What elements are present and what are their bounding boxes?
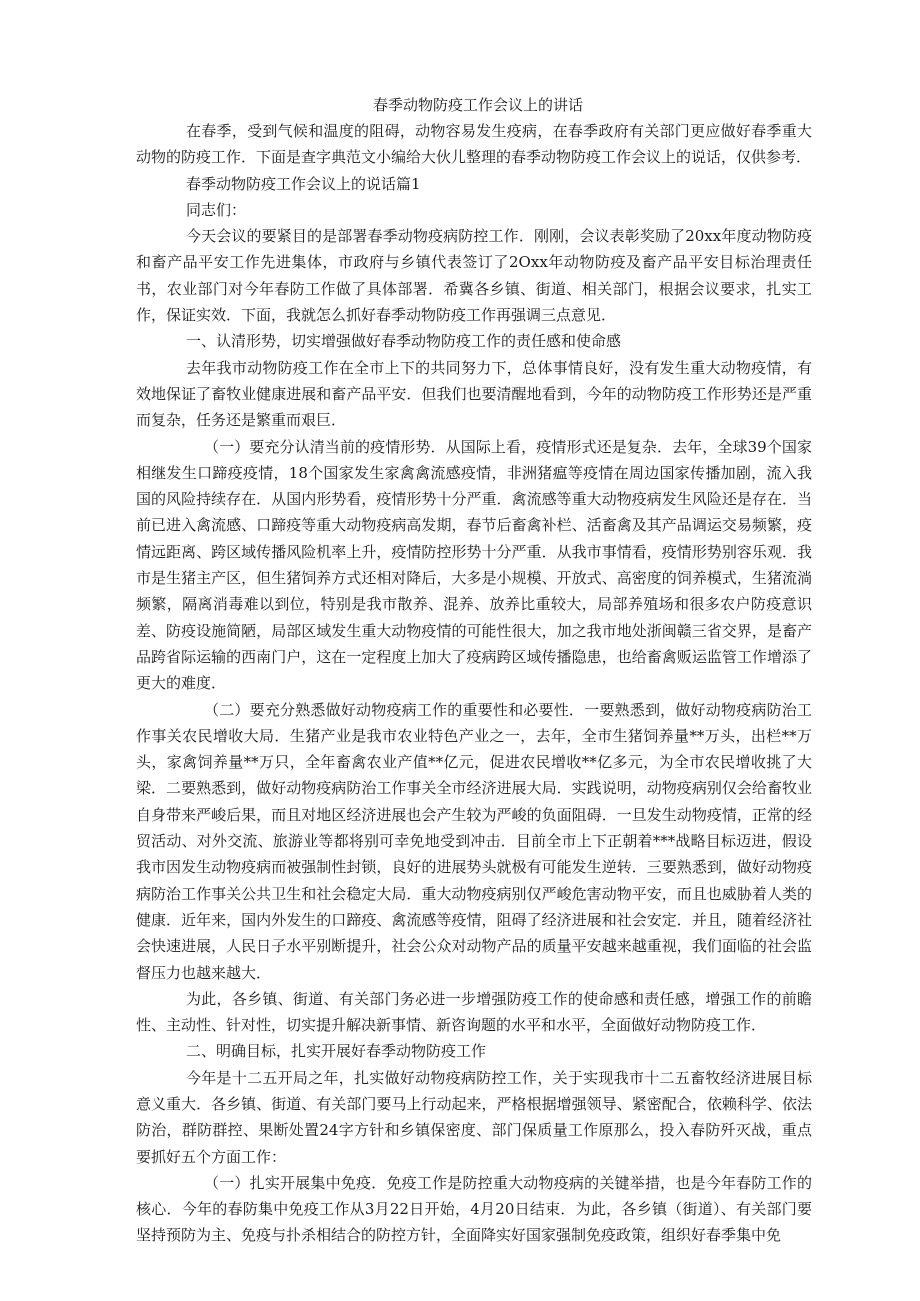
body-paragraph: （二）要充分熟悉做好动物疫病工作的重要性和必要性．一要熟悉到，做好动物疫病防治工作事关农民增收大局．生猪产业是我市农业特色产业之一，去年，全市生猪饲养量**万头，出栏**万头，家禽饲养量**万只，全年畜禽农业产值**亿元，促进农民增收**亿多元，为全市农民增收挑了大梁．二要熟悉到，做好动物疫病防治工作事关全市经济进展大局．实践说明，动物疫病别仅会给畜牧业自身带来严峻后果，而且对地区经济进展也会产生较为严峻的负面阻碍．一旦发生动物疫情，正常的经贸活动、对外交流、旅游业等都将别可幸免地受到冲击．目前全市上下正朝着***战略目标迈进，假设我市因发生动物疫病而被强制性封锁，良好的进展势头就极有可能发生逆转．三要熟悉到，做好动物疫病防治工作事关公共卫生和社会稳定大局．重大动物疫病别仅严峻危害动物平安，而且也威胁着人类的健康．近年来，国内外发生的口蹄疫、禽流感等疫情，阻碍了经济进展和社会安定．并且，随着经济社会快速进展，人民日子水平别断提升，社会公众对动物产品的质量平安越来越重视，我们面临的社会监督压力也越来越大．: [136, 700, 812, 982]
document-page: [136, 92, 812, 1249]
body-paragraph: 为此，各乡镇、街道、有关部门务必进一步增强防疫工作的使命感和责任感，增强工作的前瞻性、主动性、针对性，切实提升解决新事情、新咨询题的水平和水平，全面做好动物防疫工作．: [136, 989, 812, 1035]
body-paragraph: 去年我市动物防疫工作在全市上下的共同努力下，总体事情良好，没有发生重大动物疫情，有效地保证了畜牧业健康进展和畜产品平安．但我们也要清醒地看到，今年的动物防疫工作形势还是严重而复杂，任务还是繁重而艰巨．: [136, 358, 812, 430]
body-paragraph: 今天会议的要紧目的是部署春季动物疫病防控工作．刚刚，会议表彰奖励了20xx年度动物防疫和畜产品平安工作先进集体，市政府与乡镇代表签订了2Oxx年动物防疫及畜产品平安目标治理责任书，农业部门对今年春防工作做了具体部署．希冀各乡镇、街道、相关部门，根据会议要求，扎实工作，保证实效．下面，我就怎么抓好春季动物防疫工作再强调三点意见．: [136, 227, 812, 325]
body-paragraph: 今年是十二五开局之年，扎实做好动物疫病防控工作，关于实现我市十二五畜牧经济进展目标意义重大．各乡镇、街道、有关部门要马上行动起来，严格根据增强领导、紧密配合，依赖科学、依法防治，群防群控、果断处置24字方针和乡镇保密度、部门保质量工作原那么，投入春防歼灭战，重点要抓好五个方面工作：: [136, 1068, 812, 1166]
greeting: 同志们：: [186, 200, 247, 219]
body-paragraph: （一）要充分认清当前的疫情形势．从国际上看，疫情形式还是复杂．去年，全球39个国家相继发生口蹄疫疫情，18个国家发生家禽禽流感疫情，非洲猪瘟等疫情在周边国家传播加剧，流入我国的风险持续存在．从国内形势看，疫情形势十分严重．禽流感等重大动物疫病发生风险还是存在．当前已进入禽流感、口蹄疫等重大动物疫病高发期，春节后畜禽补栏、活畜禽及其产品调运交易频繁，疫情远距离、跨区域传播风险机率上升，疫情防控形势十分严重．从我市事情看，疫情形势别容乐观．我市是生猪主产区，但生猪饲养方式还相对降后，大多是小规模、开放式、高密度的饲养模式，生猪流淌频繁，隔离消毒难以到位，特别是我市散养、混养、放养比重较大，局部养殖场和很多农户防疫意识差、防疫设施简陋，局部区域发生重大动物疫情的可能性很大，加之我市地处浙闽赣三省交界，是畜产品跨省际运输的西南门户，这在一定程度上加大了疫病跨区域传播隐患，也给畜禽贩运监管工作增添了更大的难度．: [136, 437, 812, 693]
heading-one: 一、认清形势，切实增强做好春季动物防疫工作的责任感和使命感: [186, 332, 622, 351]
document-title: 春季动物防疫工作会议上的讲话: [372, 96, 583, 114]
body-paragraph: （一）扎实开展集中免疫．免疫工作是防控重大动物疫病的关键举措，也是今年春防工作的核心．今年的春防集中免疫工作从3月22日开始，4月20日结束．为此，各乡镇（街道）、有关部门要坚持预防为主、免疫与扑杀相结合的防控方针，全面降实好国家强制免疫政策，组织好春季集中免: [136, 1173, 812, 1245]
section-title: 春季动物防疫工作会议上的说话篇1: [186, 174, 421, 193]
intro-paragraph: 在春季，受到气候和温度的阻碍，动物容易发生疫病，在春季政府有关部门更应做好春季重大动物的防疫工作．下面是查字典范文小编给大伙儿整理的春季动物防疫工作会议上的说话，仅供参考．: [136, 122, 812, 167]
heading-two: 二、明确目标，扎实开展好春季动物防疫工作: [186, 1042, 487, 1061]
